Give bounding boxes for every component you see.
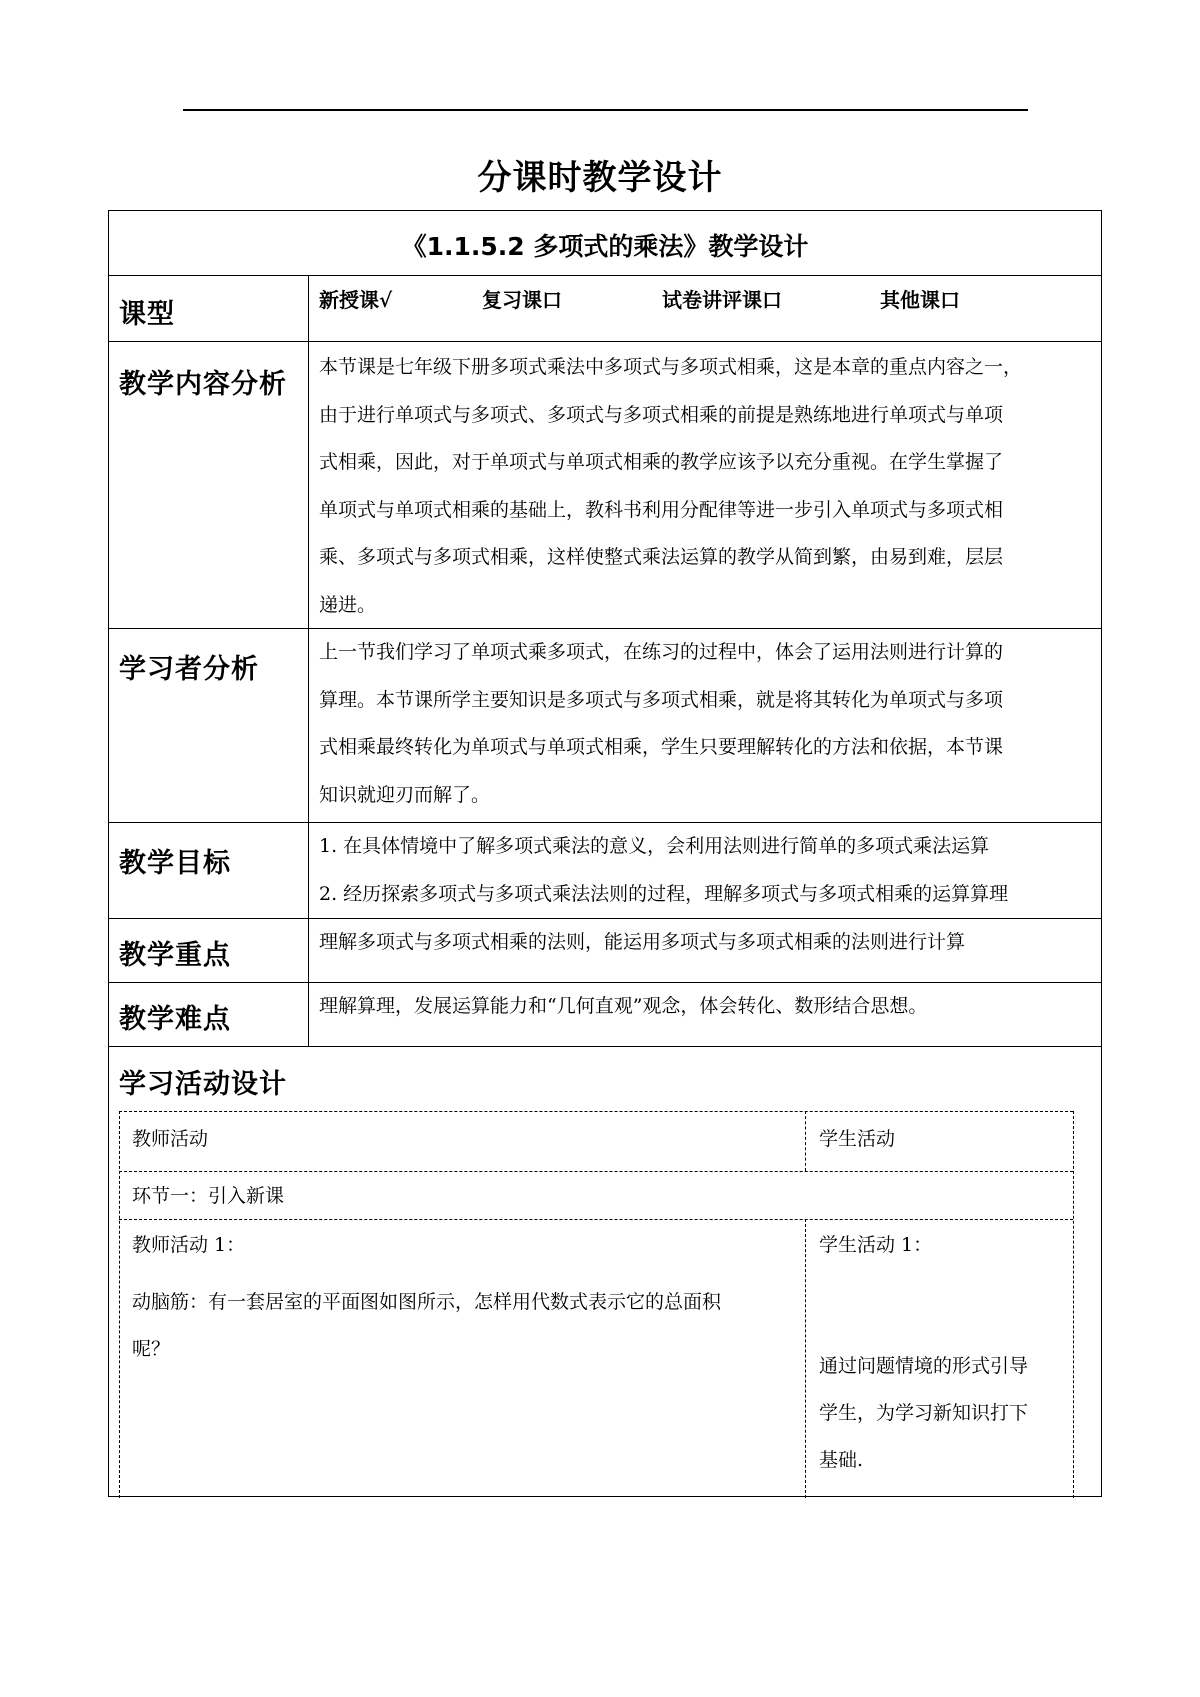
section-1-title: 环节一：引入新课 xyxy=(132,1185,285,1207)
objectives-label: 教学目标 xyxy=(119,848,231,879)
dashed-rule xyxy=(119,1111,1073,1112)
student-activity-1-line: 学生，为学习新知识打下 xyxy=(819,1402,1029,1424)
dashed-rule xyxy=(119,1111,120,1498)
teacher-activity-1-title: 教师活动 1： xyxy=(132,1234,246,1256)
column-divider xyxy=(308,983,309,1046)
lesson-plan-table xyxy=(108,210,1102,1497)
column-divider xyxy=(308,823,309,918)
teacher-activity-1-line: 动脑筋：有一套居室的平面图如图所示，怎样用代数式表示它的总面积 xyxy=(132,1291,722,1313)
text-line: 递进。 xyxy=(319,593,377,616)
header-rule xyxy=(183,109,1028,111)
column-divider xyxy=(308,276,309,341)
dashed-rule xyxy=(805,1219,806,1498)
dashed-rule xyxy=(1073,1111,1074,1498)
content-analysis-label: 教学内容分析 xyxy=(119,369,287,400)
learner-analysis-label: 学习者分析 xyxy=(119,654,259,685)
text-line: 由于进行单项式与多项式、多项式与多项式相乘的前提是熟练地进行单项式与单项 xyxy=(319,403,1004,426)
lesson-type-row xyxy=(109,275,1101,341)
key-points-label: 教学重点 xyxy=(119,940,231,971)
key-points-text: 理解多项式与多项式相乘的法则，能运用多项式与多项式相乘的法则进行计算 xyxy=(319,931,966,953)
text-line: 算理。本节课所学主要知识是多项式与多项式相乘，就是将其转化为单项式与多项 xyxy=(319,688,1004,711)
text-line: 单项式与单项式相乘的基础上，教科书利用分配律等进一步引入单项式与多项式相 xyxy=(319,498,1004,521)
student-activity-1-title: 学生活动 1： xyxy=(819,1234,933,1256)
lesson-type-new: 新授课√ xyxy=(319,288,393,312)
objectives-text xyxy=(319,823,1091,918)
text-line: 知识就迎刃而解了。 xyxy=(319,783,491,806)
student-activity-1-line: 基础. xyxy=(819,1449,864,1471)
lesson-type-label: 课型 xyxy=(119,299,175,330)
text-line: 2. 经历探索多项式与多项式乘法法则的过程，理解多项式与多项式相乘的运算算理 xyxy=(319,882,1009,905)
difficulties-text: 理解算理，发展运算能力和“几何直观”观念，体会转化、数形结合思想。 xyxy=(319,995,928,1017)
content-analysis-row xyxy=(109,341,1101,628)
activity-design-row xyxy=(109,1046,1101,1111)
objectives-row xyxy=(109,822,1101,918)
dashed-rule xyxy=(119,1171,1073,1172)
content-analysis-text xyxy=(319,344,1091,629)
text-line: 式相乘最终转化为单项式与单项式相乘，学生只要理解转化的方法和依据，本节课 xyxy=(319,736,1004,758)
lesson-type-review: 复习课口 xyxy=(482,288,562,312)
text-line: 本节课是七年级下册多项式乘法中多项式与多项式相乘，这是本章的重点内容之一， xyxy=(319,356,1023,378)
column-divider xyxy=(308,629,309,822)
difficulties-label: 教学难点 xyxy=(119,1004,231,1035)
student-activity-1-line: 通过问题情境的形式引导 xyxy=(819,1355,1029,1377)
text-line: 1. 在具体情境中了解多项式乘法的意义，会利用法则进行简单的多项式乘法运算 xyxy=(319,835,990,857)
text-line: 式相乘，因此，对于单项式与单项式相乘的教学应该予以充分重视。在学生掌握了 xyxy=(319,451,1004,473)
teacher-activity-1-line: 呢？ xyxy=(132,1338,171,1360)
column-divider xyxy=(308,342,309,628)
learner-analysis-text xyxy=(319,629,1091,819)
text-line: 上一节我们学习了单项式乘多项式，在练习的过程中，体会了运用法则进行计算的 xyxy=(319,641,1004,663)
activity-table xyxy=(119,1111,1073,1498)
teacher-activity-header: 教师活动 xyxy=(132,1128,209,1150)
difficulties-row xyxy=(109,982,1101,1046)
lesson-title: 《1.1.5.2 多项式的乘法》教学设计 xyxy=(401,232,809,261)
page-title: 分课时教学设计 xyxy=(477,158,723,198)
student-activity-header: 学生活动 xyxy=(819,1128,896,1150)
lesson-title-row xyxy=(109,211,1101,275)
key-points-row xyxy=(109,918,1101,982)
dashed-rule xyxy=(805,1111,806,1171)
column-divider xyxy=(308,919,309,982)
text-line: 乘、多项式与多项式相乘，这样使整式乘法运算的教学从简到繁，由易到难，层层 xyxy=(319,546,1004,568)
activity-design-label: 学习活动设计 xyxy=(119,1069,287,1100)
lesson-type-exam-review: 试卷讲评课口 xyxy=(662,288,782,312)
lesson-type-other: 其他课口 xyxy=(880,288,960,312)
learner-analysis-row xyxy=(109,628,1101,822)
